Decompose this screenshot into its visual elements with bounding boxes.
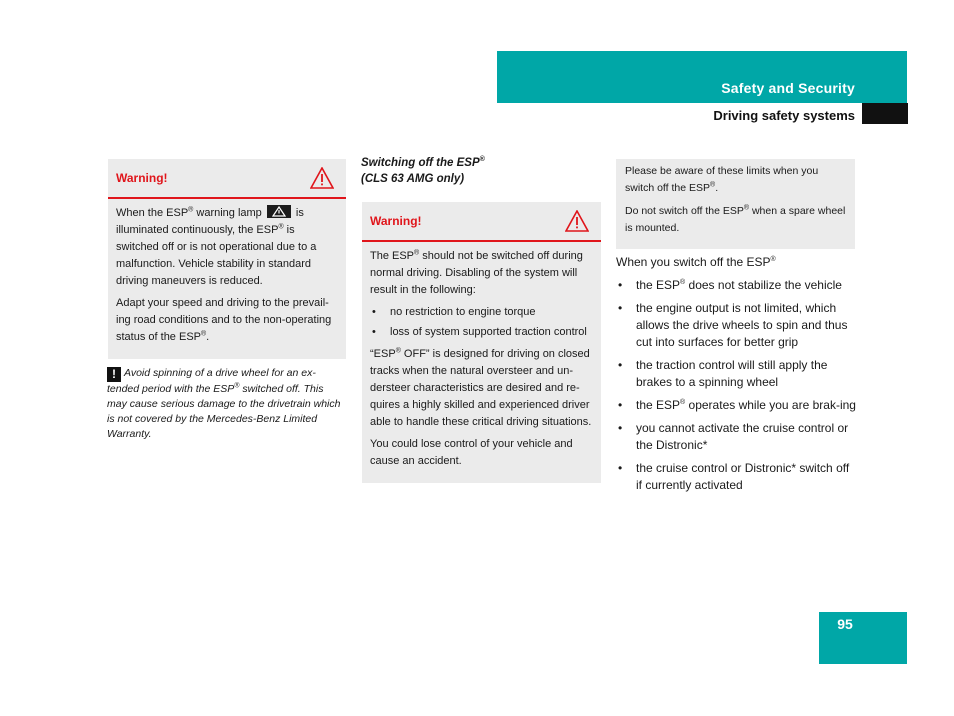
info-body bbox=[616, 159, 855, 249]
warning-bullet-list bbox=[370, 304, 593, 340]
subheading-switching-off-esp: Switching off the ESP® (CLS 63 AMG only) bbox=[361, 156, 485, 185]
header-tab-marker bbox=[862, 103, 908, 124]
exclamation-icon: ! bbox=[107, 367, 121, 382]
intro-text: When you switch off the ESP® bbox=[616, 255, 776, 269]
list-item: • the cruise control or Distronic* switch off if currently activated bbox=[616, 460, 858, 494]
list-item: • no restriction to engine torque bbox=[370, 304, 593, 320]
warning-triangle-icon bbox=[565, 210, 589, 232]
info-paragraph: Do not switch off the ESP® when a spare wheel is mounted. bbox=[625, 204, 846, 234]
header-bar bbox=[497, 51, 907, 103]
warning-paragraph: “ESP® OFF” is designed for driving on closed tracks when the natural oversteer and un-dersteer characteristics are desired and re-quires a highly skilled and experienced driver able to handle these critical driving situations. bbox=[370, 347, 592, 428]
list-item: • loss of system supported traction control bbox=[370, 324, 593, 340]
info-paragraph: Please be aware of these limits when you switch off the ESP®. bbox=[625, 165, 819, 194]
warning-box-esp-lamp bbox=[108, 159, 346, 359]
warning-body bbox=[108, 199, 346, 359]
esp-warning-lamp-icon bbox=[267, 205, 291, 218]
damage-note: ! Avoid spinning of a drive wheel for an ex-tended period with the ESP® switched off. This may cause serious damage to the drivetrain which is not covered by the Mercedes-Benz Limited Warranty. bbox=[107, 367, 341, 440]
warning-header bbox=[108, 159, 346, 199]
section-title: Safety and Security bbox=[721, 80, 855, 96]
effects-list bbox=[616, 277, 858, 494]
esp-off-effects bbox=[616, 254, 858, 500]
warning-label: Warning! bbox=[116, 171, 168, 185]
list-item: • the traction control will still apply the brakes to a spinning wheel bbox=[616, 357, 858, 391]
subsection-title: Driving safety systems bbox=[713, 108, 855, 123]
warning-paragraph: Adapt your speed and driving to the prevail-ing road conditions and to the non-operating status of the ESP®. bbox=[116, 297, 332, 343]
warning-paragraph: You could lose control of your vehicle and cause an accident. bbox=[370, 438, 573, 467]
warning-header bbox=[362, 202, 601, 242]
warning-paragraph: The ESP® should not be switched off during normal driving. Disabling of the system will result in the following: bbox=[370, 249, 583, 296]
list-item: • the ESP® does not stabilize the vehicle bbox=[616, 277, 858, 294]
warning-label: Warning! bbox=[370, 214, 422, 228]
list-item: • the ESP® operates while you are brak-ing bbox=[616, 397, 858, 414]
warning-box-esp-off bbox=[362, 202, 601, 483]
warning-triangle-icon bbox=[310, 167, 334, 189]
list-item: • you cannot activate the cruise control or the Distronic* bbox=[616, 420, 858, 454]
page-number: 95 bbox=[837, 616, 853, 632]
list-item: • the engine output is not limited, which allows the drive wheels to spin and thus cut into surfaces for better grip bbox=[616, 300, 858, 351]
page-number-box bbox=[819, 612, 907, 664]
info-box-limits bbox=[616, 159, 855, 249]
warning-body bbox=[362, 242, 601, 483]
warning-paragraph: When the ESP® warning lamp is illuminated continuously, the ESP® is switched off or is not operational due to a malfunction. Vehicle stability in standard driving maneuvers is reduced. bbox=[116, 206, 317, 287]
